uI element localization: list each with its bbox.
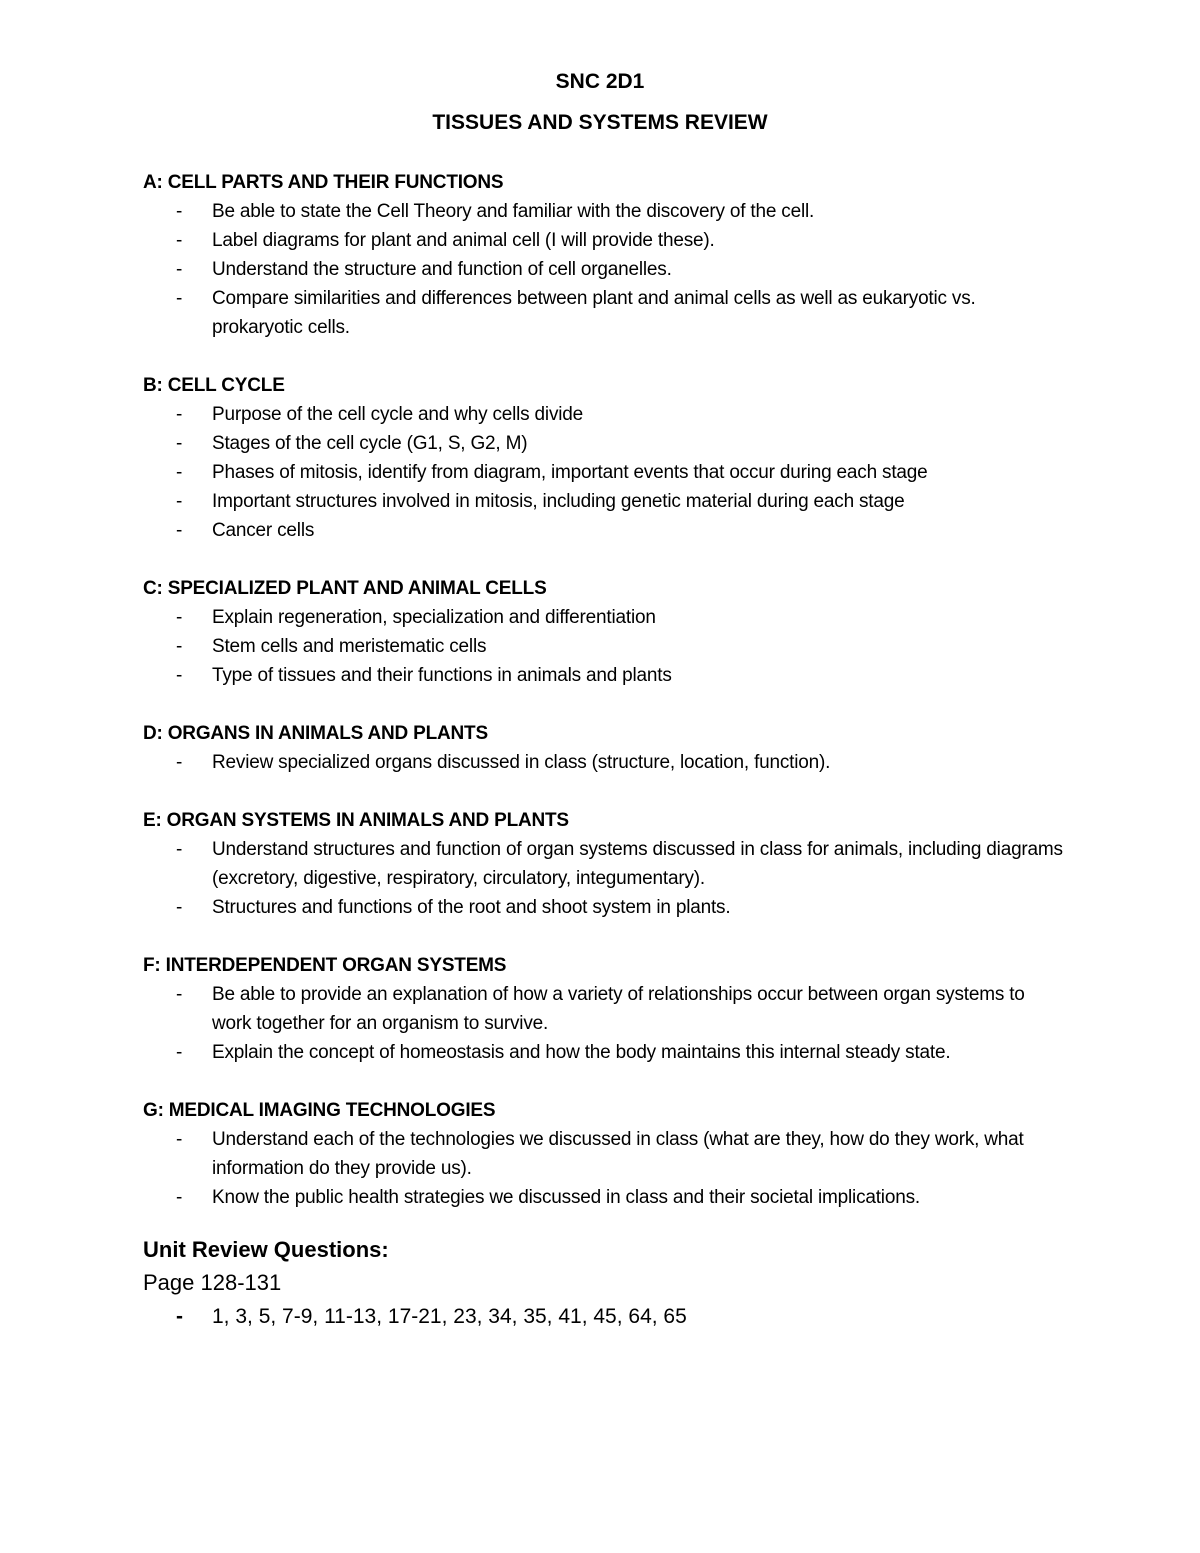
dash-marker: -	[176, 230, 183, 251]
dash-marker: -	[176, 984, 183, 1005]
list-item-text: Understand structures and function of organ systems discussed in class for animals, including diagrams (excretory, digestive, respiratory, circulatory, integumentary).	[212, 839, 1063, 889]
dash-marker: -	[176, 665, 183, 686]
bullet-list	[143, 1125, 1063, 1212]
dash-marker: -	[176, 1305, 183, 1328]
dash-marker: -	[176, 520, 183, 541]
dash-marker: -	[176, 491, 183, 512]
dash-marker: -	[176, 1187, 183, 1208]
list-item	[143, 1183, 1063, 1212]
list-item	[143, 284, 1063, 342]
list-item-text: Important structures involved in mitosis, including genetic material during each stage	[212, 491, 905, 512]
section-c	[143, 574, 1063, 690]
list-item-text: Explain the concept of homeostasis and how the body maintains this internal steady state.	[212, 1042, 951, 1063]
bullet-list	[143, 603, 1063, 690]
dash-marker: -	[176, 259, 183, 280]
course-code: SNC 2D1	[555, 70, 645, 93]
list-item-text: Be able to state the Cell Theory and familiar with the discovery of the cell.	[212, 201, 815, 222]
page-title: TISSUES AND SYSTEMS REVIEW	[432, 111, 768, 134]
unit-review-questions: 1, 3, 5, 7-9, 11-13, 17-21, 23, 34, 35, 41, 45, 64, 65	[212, 1305, 687, 1328]
list-item	[143, 226, 1063, 255]
list-item	[143, 516, 1063, 545]
list-item-text: Phases of mitosis, identify from diagram, important events that occur during each stage	[212, 462, 928, 483]
section-heading: F: INTERDEPENDENT ORGAN SYSTEMS	[143, 955, 507, 976]
list-item-text: Be able to provide an explanation of how a variety of relationships occur between organ systems to work together for an organism to survive.	[212, 984, 1025, 1034]
bullet-list	[143, 748, 1063, 777]
section-b	[143, 371, 1063, 545]
unit-review-heading: Unit Review Questions:	[143, 1237, 389, 1262]
list-item-text: Know the public health strategies we discussed in class and their societal implications.	[212, 1187, 920, 1208]
list-item-text: Label diagrams for plant and animal cell (I will provide these).	[212, 230, 715, 251]
section-heading: C: SPECIALIZED PLANT AND ANIMAL CELLS	[143, 578, 547, 599]
section-g	[143, 1096, 1063, 1212]
list-item	[143, 255, 1063, 284]
list-item	[143, 893, 1063, 922]
list-item	[143, 603, 1063, 632]
list-item-text: Understand each of the technologies we discussed in class (what are they, how do they work, what information do they provide us).	[212, 1129, 1024, 1179]
list-item	[143, 1125, 1063, 1183]
dash-marker: -	[176, 1129, 183, 1150]
section-heading: E: ORGAN SYSTEMS IN ANIMALS AND PLANTS	[143, 810, 569, 831]
list-item	[143, 632, 1063, 661]
list-item	[143, 429, 1063, 458]
section-d	[143, 719, 1063, 777]
list-item-text: Structures and functions of the root and shoot system in plants.	[212, 897, 731, 918]
list-item-text: Compare similarities and differences between plant and animal cells as well as eukaryotic vs. prokaryotic cells.	[212, 288, 976, 338]
dash-marker: -	[176, 607, 183, 628]
bullet-list	[143, 197, 1063, 342]
list-item-text: Understand the structure and function of cell organelles.	[212, 259, 672, 280]
list-item	[143, 980, 1063, 1038]
unit-review-list	[143, 1300, 1063, 1334]
section-e	[143, 806, 1063, 922]
list-item	[143, 400, 1063, 429]
section-heading: B: CELL CYCLE	[143, 375, 285, 396]
dash-marker: -	[176, 839, 183, 860]
list-item	[143, 1038, 1063, 1067]
dash-marker: -	[176, 433, 183, 454]
section-heading: A: CELL PARTS AND THEIR FUNCTIONS	[143, 172, 504, 193]
list-item	[143, 197, 1063, 226]
section-heading: G: MEDICAL IMAGING TECHNOLOGIES	[143, 1100, 496, 1121]
list-item-text: Stages of the cell cycle (G1, S, G2, M)	[212, 433, 528, 454]
list-item	[143, 748, 1063, 777]
dash-marker: -	[176, 897, 183, 918]
bullet-list	[143, 835, 1063, 922]
section-heading: D: ORGANS IN ANIMALS AND PLANTS	[143, 723, 488, 744]
dash-marker: -	[176, 288, 183, 309]
review-content	[143, 168, 1063, 1334]
bullet-list	[143, 400, 1063, 545]
section-a	[143, 168, 1063, 342]
dash-marker: -	[176, 404, 183, 425]
list-item-text: Stem cells and meristematic cells	[212, 636, 487, 657]
list-item	[143, 458, 1063, 487]
dash-marker: -	[176, 636, 183, 657]
bullet-list	[143, 980, 1063, 1067]
dash-marker: -	[176, 752, 183, 773]
section-f	[143, 951, 1063, 1067]
title-block	[0, 68, 1200, 136]
list-item-text: Review specialized organs discussed in class (structure, location, function).	[212, 752, 831, 773]
dash-marker: -	[176, 201, 183, 222]
list-item-text: Cancer cells	[212, 520, 315, 541]
list-item	[143, 1300, 1063, 1334]
list-item	[143, 835, 1063, 893]
list-item	[143, 661, 1063, 690]
list-item-text: Explain regeneration, specialization and differentiation	[212, 607, 656, 628]
list-item	[143, 487, 1063, 516]
dash-marker: -	[176, 1042, 183, 1063]
unit-review	[143, 1234, 1063, 1334]
unit-review-page: Page 128-131	[143, 1270, 282, 1295]
list-item-text: Type of tissues and their functions in animals and plants	[212, 665, 672, 686]
dash-marker: -	[176, 462, 183, 483]
list-item-text: Purpose of the cell cycle and why cells divide	[212, 404, 583, 425]
